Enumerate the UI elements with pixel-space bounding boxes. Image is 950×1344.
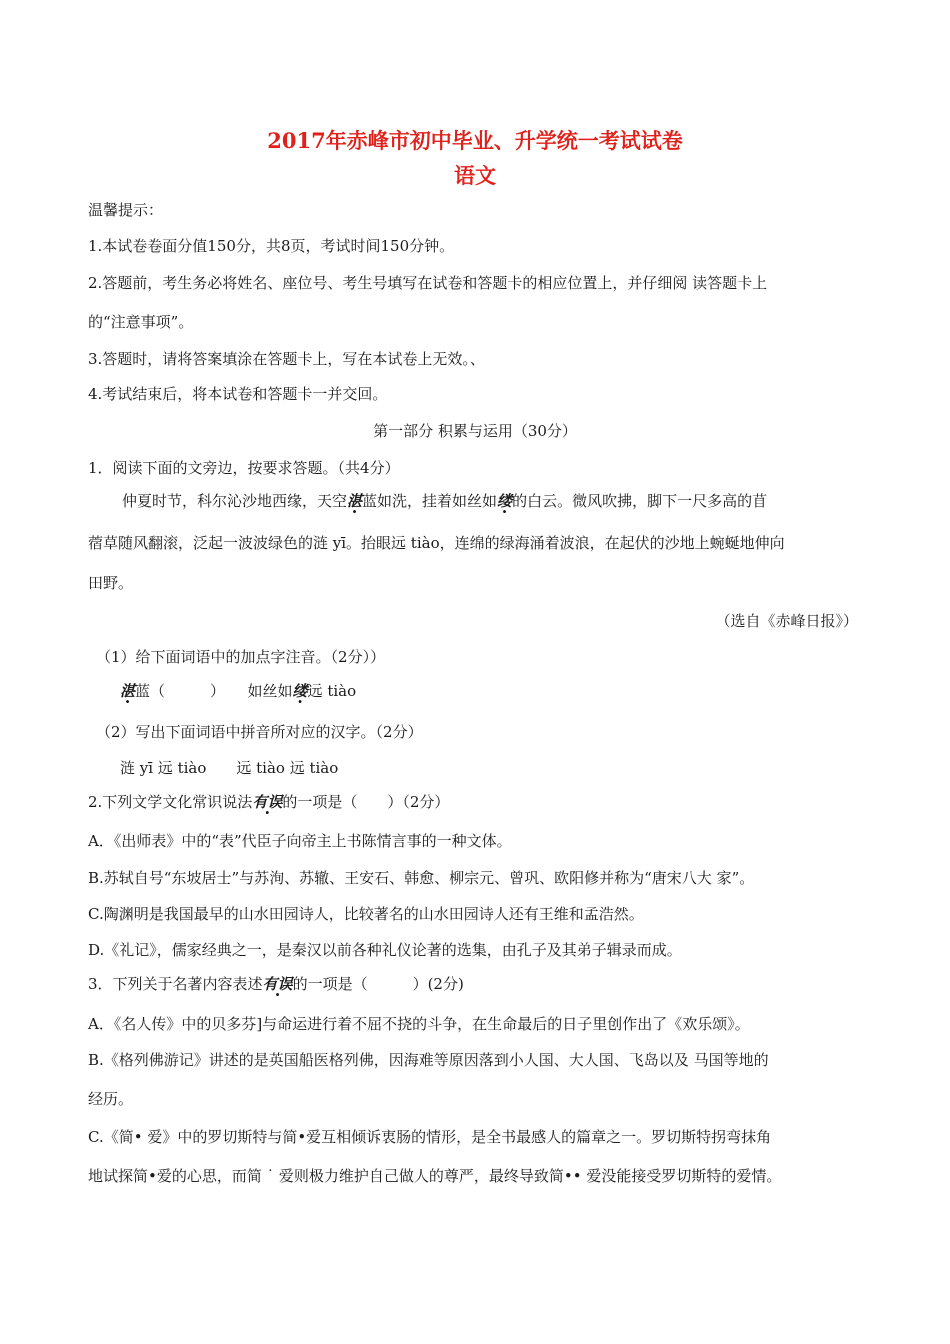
notice-item-2a: 2.答题前，考生务必将姓名、座位号、考生号填写在试卷和答题卡的相应位置上，并仔细阅 读答题卡上 — [88, 274, 768, 292]
option-b-line-2: 经历。 — [88, 1090, 134, 1108]
passage-text: 仲夏时节，科尔沁沙地西缘，天空 — [122, 492, 348, 510]
dotted-char: 湛 — [120, 682, 136, 700]
option-b: B.苏轼自号“东坡居士”与苏洵、苏辙、王安石、韩愈、柳宗元、曾巩、欧阳修并称为“唐宋八大 家”。 — [88, 869, 755, 887]
stem-text: 的一项是（ ）（2分） — [282, 793, 450, 811]
passage-line-3: 田野。 — [88, 574, 134, 592]
subquestion-2: （2）写出下面词语中拼音所对应的汉字。（2分） — [96, 723, 423, 741]
notice-label: 温馨提示： — [88, 201, 164, 219]
page-title: 2017年赤峰市初中毕业、升学统一考试试卷 — [267, 128, 683, 153]
stem-text: 2.下列文学文化常识说法 — [88, 793, 253, 811]
question-1-stem: 1．阅读下面的文旁边，按要求答题。（共4分） — [88, 459, 400, 477]
subquestion-2-blanks: 涟 yī 远 tiào 远 tiào 远 tiào — [120, 759, 339, 777]
notice-item-2b: 的“注意事项”。 — [88, 313, 194, 331]
passage-text: 的白云。微风吹拂，脚下一尺多高的苜 — [512, 492, 768, 510]
stem-text: 3．下列关于名著内容表述 — [88, 975, 263, 993]
passage-line-2: 蓿草随风翻滚，泛起一波波绿色的涟 yī。抬眼远 tiào，连绵的绿海涌着波浪，在起伏的沙地上蜿蜒地伸向 — [88, 534, 785, 552]
passage-text: 蓝如洗，挂着如丝如 — [362, 492, 498, 510]
emphasis-text: 有误 — [252, 793, 283, 811]
notice-item-1: 1.本试卷卷面分值150分，共8页，考试时间150分钟。 — [88, 237, 455, 255]
subquestion-1-blanks — [120, 681, 356, 701]
question-2-stem — [88, 792, 449, 812]
option-c-line-1: C.《简• 爱》中的罗切斯特与简•爱互相倾诉衷肠的情形，是全书最感人的篇章之一。罗切斯特拐弯抹角 — [88, 1128, 772, 1146]
option-b-line-1: B.《格列佛游记》讲述的是英国船医格列佛，因海难等原因落到小人国、大人国、飞岛以及 马国等地的 — [88, 1051, 769, 1069]
emphasis-text: 有误 — [262, 975, 293, 993]
dotted-char: 缕 — [497, 492, 513, 510]
option-d: D.《礼记》，儒家经典之一，是秦汉以前各种礼仪论著的选集，由孔子及其弟子辑录而成。 — [88, 941, 682, 959]
stem-text: 的一项是（ ）(2分) — [292, 975, 464, 993]
passage-line-1 — [122, 491, 767, 511]
page-subtitle: 语文 — [454, 163, 496, 188]
part-heading: 第一部分 积累与运用（30分） — [373, 422, 577, 440]
subquestion-1: （1）给下面词语中的加点字注音。（2分）） — [96, 648, 386, 666]
notice-item-4: 4.考试结束后，将本试卷和答题卡一并交回。 — [88, 385, 388, 403]
blank-text: 远 tiào — [307, 682, 357, 700]
blank-text: 蓝（ ） 如丝如 — [135, 682, 293, 700]
option-c: C.陶渊明是我国最早的山水田园诗人，比较著名的山水田园诗人还有王维和孟浩然。 — [88, 905, 644, 923]
question-3-stem — [88, 974, 464, 994]
option-a: A．《出师表》中的“表”代臣子向帝主上书陈情言事的一种文体。 — [88, 832, 512, 850]
notice-item-3: 3.答题时，请将答案填涂在答题卡上，写在本试卷上无效。、 — [88, 350, 485, 368]
dotted-char: 缕 — [292, 682, 308, 700]
option-a: A．《名人传》中的贝多芬]与命运进行着不屈不挠的斗争，在生命最后的日子里创作出了《欢乐颂》。 — [88, 1015, 750, 1033]
option-c-line-2: 地试探简•爱的心思，而简 ˙ 爱则极力维护自己做人的尊严，最终导致简•• 爱没能接受罗切斯特的爱情。 — [88, 1167, 782, 1185]
passage-source: （选自《赤峰日报》） — [715, 612, 858, 630]
dotted-char: 湛 — [347, 492, 363, 510]
